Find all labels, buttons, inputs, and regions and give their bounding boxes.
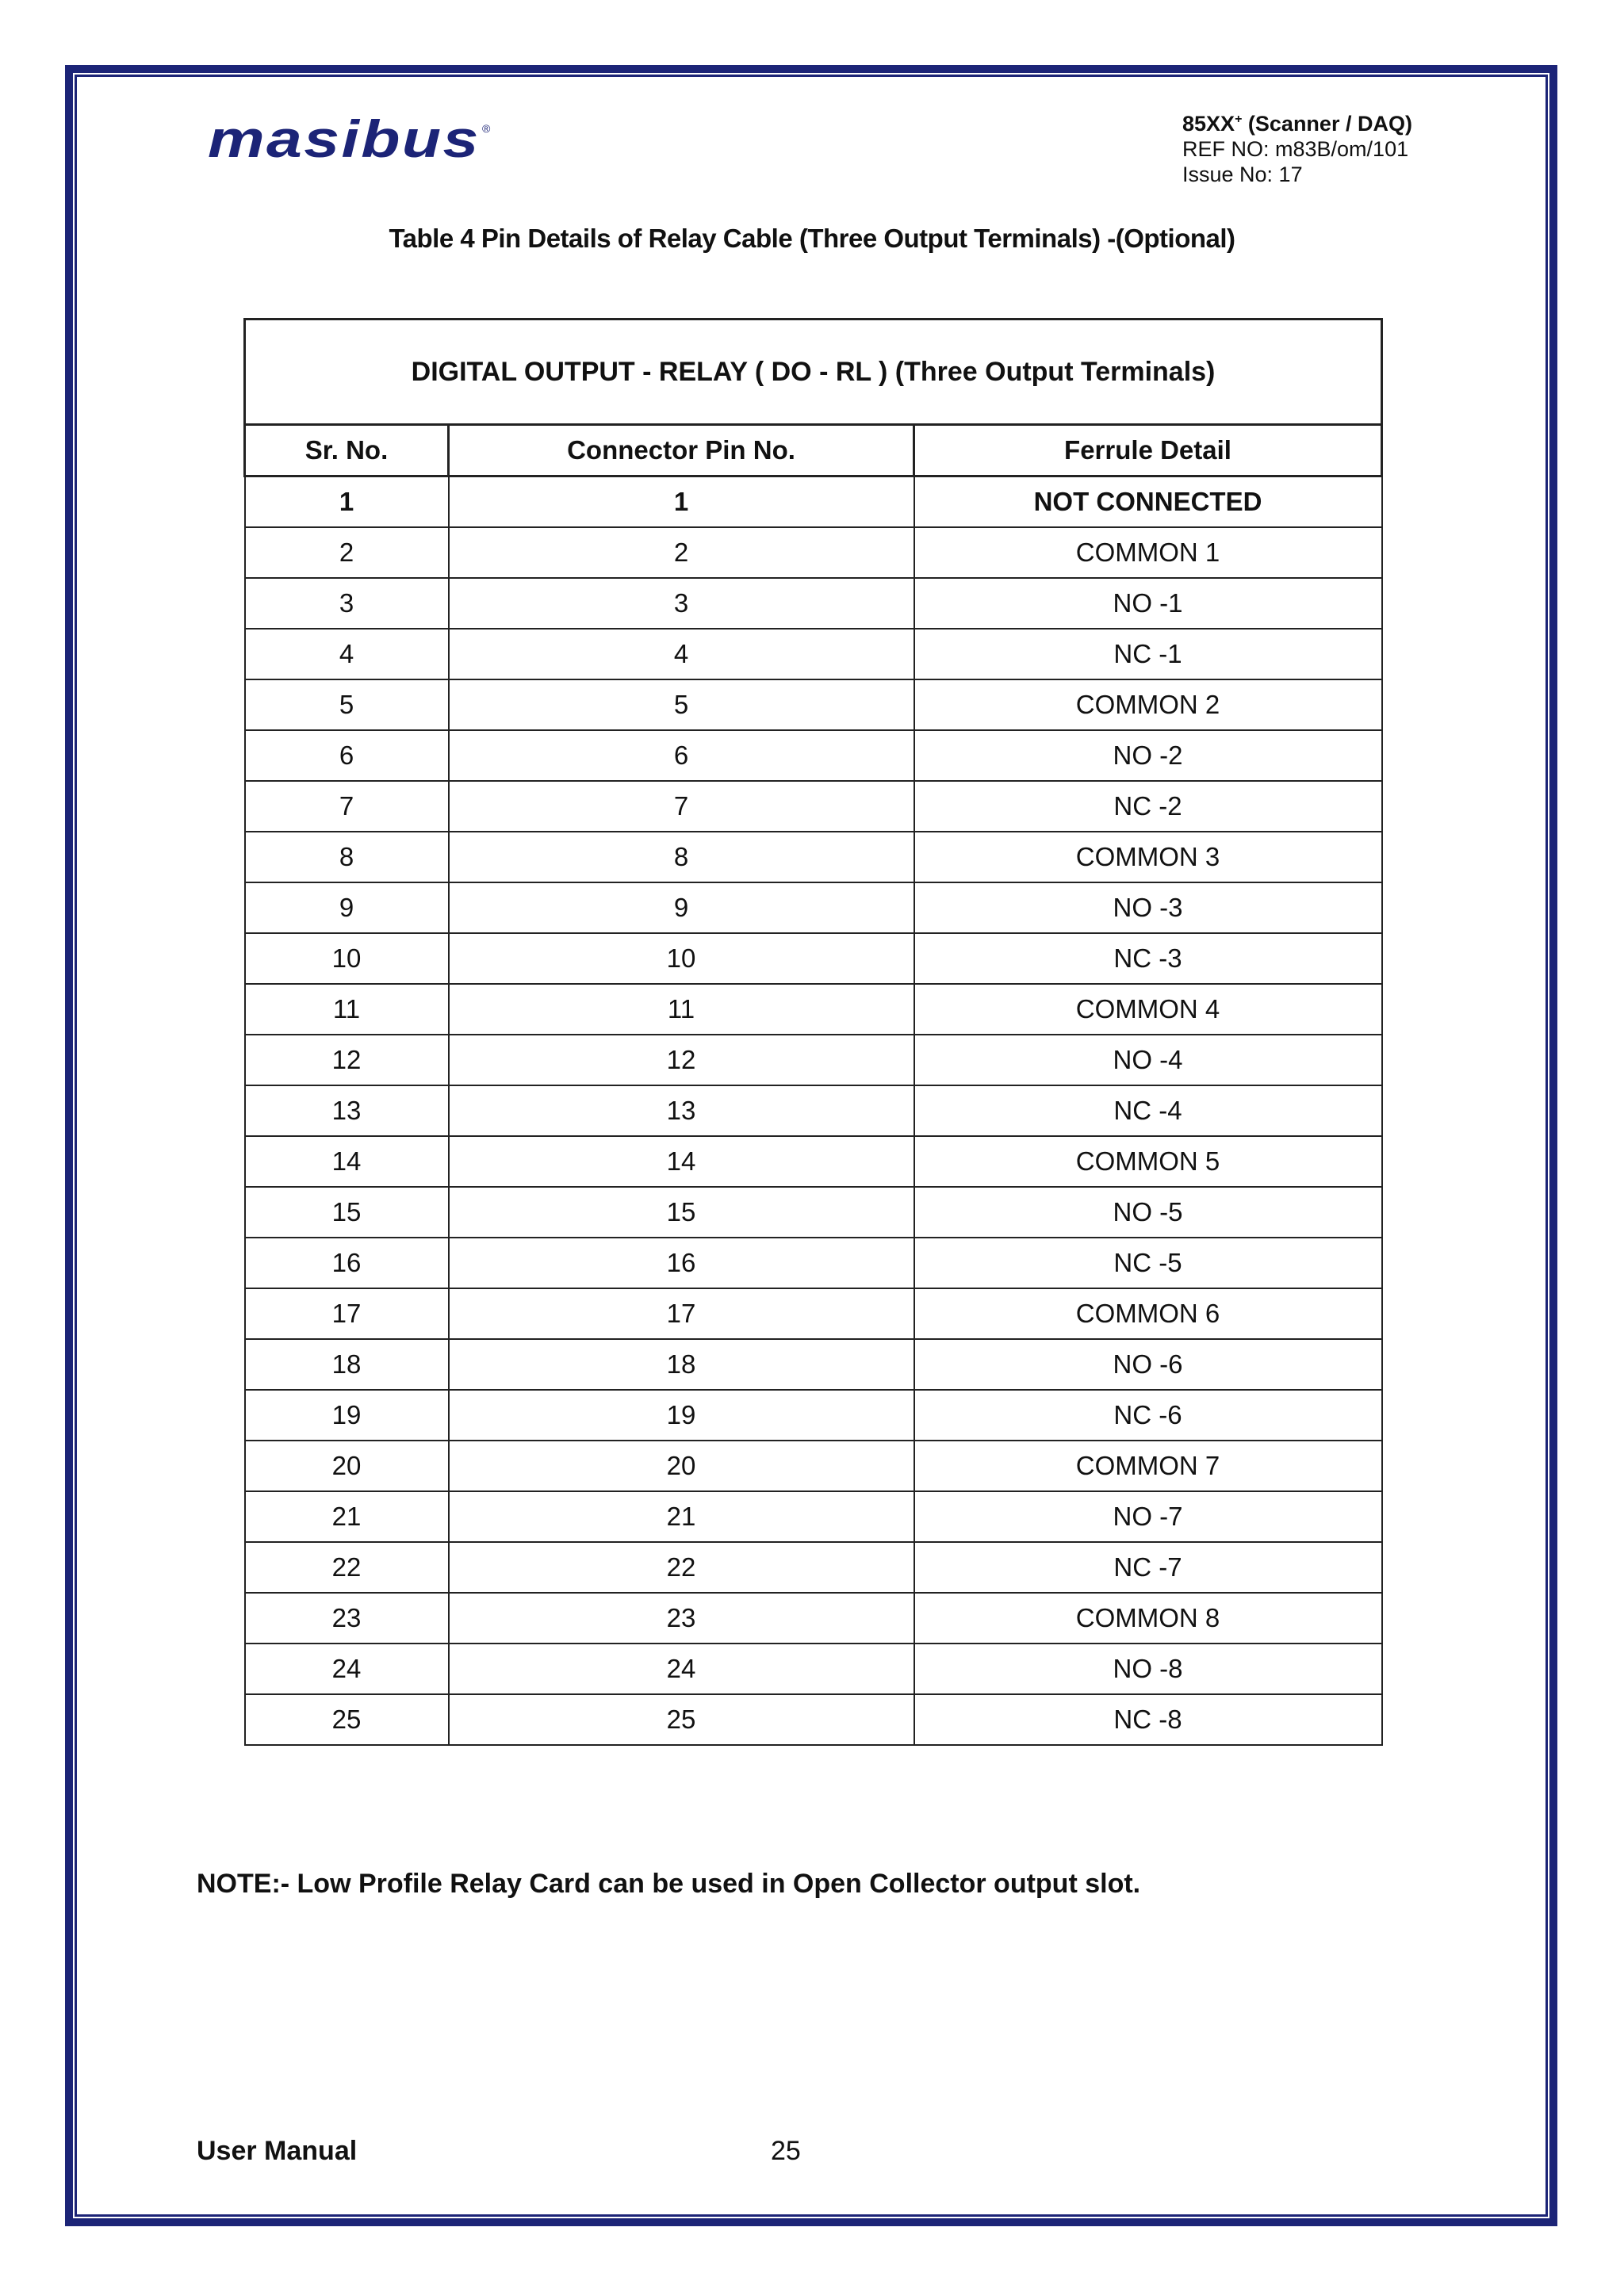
table-row	[245, 1593, 1382, 1644]
table-cell: 17	[245, 1288, 449, 1339]
table-cell: 6	[245, 730, 449, 781]
table-cell: 15	[449, 1187, 914, 1238]
table-cell: 6	[449, 730, 914, 781]
table-row	[245, 1085, 1382, 1136]
table-cell: NO -3	[914, 882, 1382, 933]
table-cell: 24	[245, 1644, 449, 1694]
table-cell: COMMON 4	[914, 984, 1382, 1035]
table-row	[245, 1694, 1382, 1745]
table-row	[245, 730, 1382, 781]
table-row	[245, 1644, 1382, 1694]
registered-mark: ®	[482, 122, 491, 135]
table-cell: 14	[449, 1136, 914, 1187]
table-cell: 4	[245, 629, 449, 679]
table-cell: COMMON 7	[914, 1441, 1382, 1491]
table-cell: 10	[245, 933, 449, 984]
table-cell: 20	[449, 1441, 914, 1491]
table-row	[245, 1542, 1382, 1593]
table-cell: COMMON 2	[914, 679, 1382, 730]
table-row	[245, 679, 1382, 730]
table-cell: 18	[449, 1339, 914, 1390]
table-cell: NO -4	[914, 1035, 1382, 1085]
table-body	[245, 476, 1382, 1746]
table-cell: NO -2	[914, 730, 1382, 781]
table-row	[245, 882, 1382, 933]
table-row	[245, 1136, 1382, 1187]
table-header-row	[245, 425, 1382, 476]
table-cell: 23	[449, 1593, 914, 1644]
table-cell: 17	[449, 1288, 914, 1339]
table-cell: 11	[449, 984, 914, 1035]
table-cell: 7	[449, 781, 914, 832]
table-cell: 12	[449, 1035, 914, 1085]
table-cell: NO -5	[914, 1187, 1382, 1238]
table-row	[245, 933, 1382, 984]
page-number: 25	[771, 2136, 801, 2166]
table-cell: 20	[245, 1441, 449, 1491]
table-cell: 21	[245, 1491, 449, 1542]
table-cell: 11	[245, 984, 449, 1035]
table-cell: 1	[449, 476, 914, 528]
table-cell: NC -1	[914, 629, 1382, 679]
table-cell: 3	[245, 578, 449, 629]
note-text: NOTE:- Low Profile Relay Card can be used in Open Collector output slot.	[197, 1869, 1141, 1899]
table-cell: 19	[245, 1390, 449, 1441]
model-name: 85XX	[1182, 112, 1235, 136]
table-row	[245, 1187, 1382, 1238]
table-row	[245, 1390, 1382, 1441]
table-cell: 2	[449, 527, 914, 578]
table-cell: 24	[449, 1644, 914, 1694]
table-cell: 1	[245, 476, 449, 528]
table-cell: 9	[245, 882, 449, 933]
table-cell: 5	[245, 679, 449, 730]
table-cell: COMMON 1	[914, 527, 1382, 578]
table-row	[245, 1491, 1382, 1542]
table-cell: 16	[449, 1238, 914, 1288]
footer-label: User Manual	[197, 2136, 358, 2166]
relay-pin-table	[243, 318, 1383, 1746]
table-title: Table 4 Pin Details of Relay Cable (Three Output Terminals) -(Optional)	[389, 224, 1235, 253]
table-cell: 25	[245, 1694, 449, 1745]
table-row	[245, 476, 1382, 528]
table-row	[245, 527, 1382, 578]
table-cell: 2	[245, 527, 449, 578]
table-cell: NO -8	[914, 1644, 1382, 1694]
table-cell: 12	[245, 1035, 449, 1085]
table-cell: 15	[245, 1187, 449, 1238]
table-cell: 23	[245, 1593, 449, 1644]
table-cell: 25	[449, 1694, 914, 1745]
table-cell: 7	[245, 781, 449, 832]
document-header	[1182, 111, 1412, 187]
table-cell: NO -6	[914, 1339, 1382, 1390]
model-superscript: +	[1235, 113, 1243, 126]
table-cell: 10	[449, 933, 914, 984]
table-row	[245, 1288, 1382, 1339]
table-cell: 16	[245, 1238, 449, 1288]
table-cell: NC -2	[914, 781, 1382, 832]
table-row	[245, 832, 1382, 882]
table-row	[245, 781, 1382, 832]
masibus-logo: masibus	[208, 109, 481, 168]
table-row	[245, 1035, 1382, 1085]
table-cell: NC -5	[914, 1238, 1382, 1288]
table-row	[245, 1238, 1382, 1288]
table-cell: 3	[449, 578, 914, 629]
model-suffix: (Scanner / DAQ)	[1242, 112, 1412, 136]
table-cell: 18	[245, 1339, 449, 1390]
table-cell: COMMON 3	[914, 832, 1382, 882]
table-cell: 13	[245, 1085, 449, 1136]
table-cell: 8	[245, 832, 449, 882]
table-row	[245, 578, 1382, 629]
table-cell: NOT CONNECTED	[914, 476, 1382, 528]
table-cell: 14	[245, 1136, 449, 1187]
table-cell: 19	[449, 1390, 914, 1441]
table-caption: DIGITAL OUTPUT - RELAY ( DO - RL ) (Three Output Terminals)	[245, 320, 1382, 425]
model-line	[1182, 111, 1412, 136]
table-cell: NC -7	[914, 1542, 1382, 1593]
table-cell: 9	[449, 882, 914, 933]
table-cell: NC -8	[914, 1694, 1382, 1745]
table-cell: NC -3	[914, 933, 1382, 984]
table-cell: 13	[449, 1085, 914, 1136]
table-cell: NO -1	[914, 578, 1382, 629]
column-header: Connector Pin No.	[449, 425, 914, 476]
table-cell: COMMON 6	[914, 1288, 1382, 1339]
table-row	[245, 1441, 1382, 1491]
table-row	[245, 1339, 1382, 1390]
table-cell: 5	[449, 679, 914, 730]
table-row	[245, 984, 1382, 1035]
table-row	[245, 629, 1382, 679]
table-cell: 4	[449, 629, 914, 679]
ref-number: REF NO: m83B/om/101	[1182, 137, 1409, 161]
table-cell: NC -6	[914, 1390, 1382, 1441]
table-cell: COMMON 8	[914, 1593, 1382, 1644]
table-cell: 21	[449, 1491, 914, 1542]
issue-number: Issue No: 17	[1182, 163, 1303, 186]
table-cell: 8	[449, 832, 914, 882]
table-cell: NO -7	[914, 1491, 1382, 1542]
column-header: Sr. No.	[245, 425, 449, 476]
table-cell: 22	[449, 1542, 914, 1593]
table-cell: 22	[245, 1542, 449, 1593]
column-header: Ferrule Detail	[914, 425, 1382, 476]
table-cell: NC -4	[914, 1085, 1382, 1136]
table-cell: COMMON 5	[914, 1136, 1382, 1187]
